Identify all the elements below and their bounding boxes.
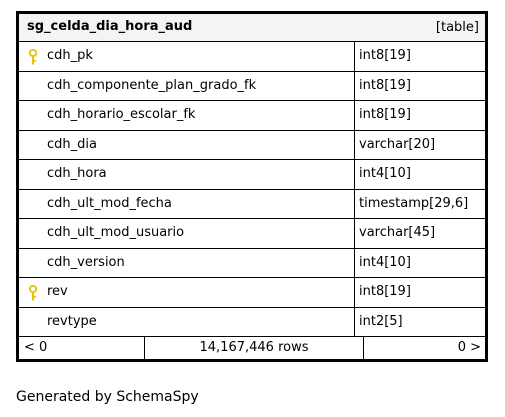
column-name: cdh_pk [47,48,93,63]
column-type: varchar[45] [359,225,436,240]
column-type: timestamp[29,6] [359,195,469,211]
column-name: revtype [47,313,97,329]
column-name-cell [19,42,355,71]
parents-count: 0 > [457,340,481,355]
column-row[interactable] [19,190,485,220]
table-name: sg_celda_dia_hora_aud [27,19,193,34]
table-header [19,14,485,42]
column-name-cell [19,249,355,278]
children-count: < 0 [19,337,145,359]
generated-by-label: Generated by SchemaSpy [16,389,199,405]
column-row[interactable] [19,219,485,249]
column-name-cell [19,308,355,337]
column-name-cell [19,131,355,160]
column-type: int8[19] [359,48,411,63]
column-name-cell [19,72,355,101]
column-row[interactable] [19,42,485,72]
column-name-cell [19,278,355,307]
column-name: rev [47,284,68,299]
table-kind: [table] [435,20,479,35]
column-name: cdh_componente_plan_grado_fk [47,77,257,93]
column-type: int8[19] [359,77,411,93]
column-name-cell [19,101,355,130]
column-row[interactable] [19,131,485,161]
column-name-cell [19,190,355,219]
column-type: int4[10] [359,166,411,181]
column-type: int2[5] [359,313,403,329]
row-count: 14,167,446 rows [145,337,364,359]
column-type: int4[10] [359,254,411,270]
column-type: varchar[20] [359,136,436,152]
key-icon [28,285,38,301]
column-row[interactable] [19,308,485,338]
column-name: cdh_ult_mod_usuario [47,225,185,240]
column-row[interactable] [19,160,485,190]
table-node[interactable] [16,11,488,362]
column-name: cdh_version [47,254,125,270]
key-icon [28,49,38,65]
column-name: cdh_hora [47,166,107,181]
column-name: cdh_ult_mod_fecha [47,195,172,211]
column-row[interactable] [19,249,485,279]
column-name-cell [19,219,355,248]
column-name: cdh_horario_escolar_fk [47,107,196,122]
column-list [19,42,485,337]
column-name: cdh_dia [47,136,97,152]
table-footer [19,337,485,359]
column-type: int8[19] [359,107,411,122]
column-row[interactable] [19,278,485,308]
column-row[interactable] [19,72,485,102]
column-type: int8[19] [359,284,411,299]
column-name-cell [19,160,355,189]
column-row[interactable] [19,101,485,131]
